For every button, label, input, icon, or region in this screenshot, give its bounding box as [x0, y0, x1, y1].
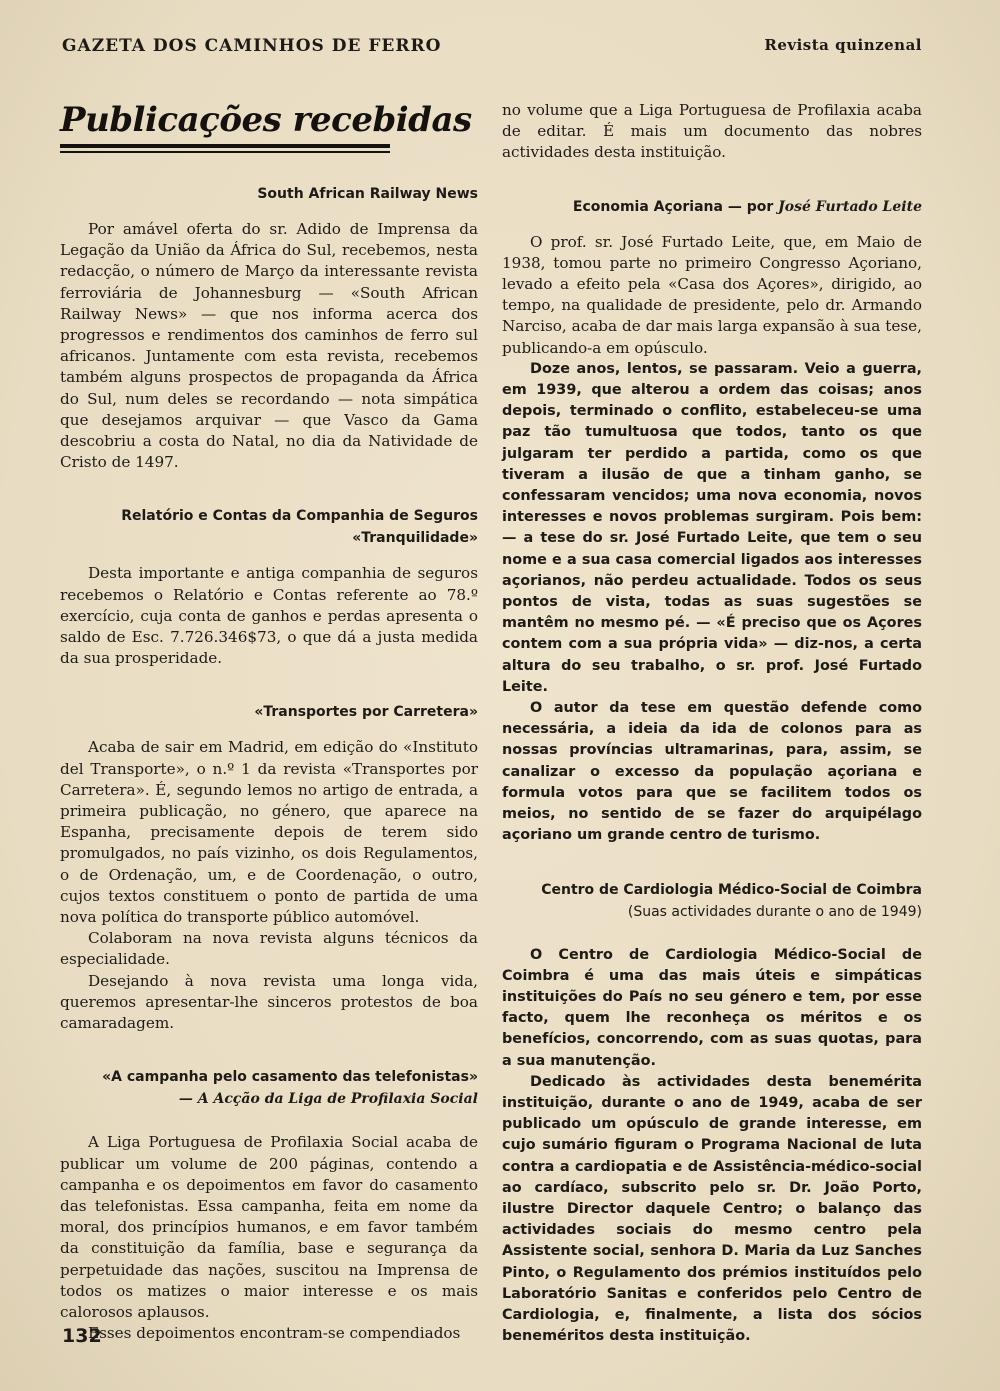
article-paragraph: Doze anos, lentos, se passaram. Veio a guerra, em 1939, que alterou a ordem das coisas; anos depois, terminado o conflito, estabeleceu-se uma paz tão tumultuosa que todos, tanto os que julgaram ter perdido a partida, como os que tiveram a ilusão de que a tinham ganho, se confessaram vencidos; uma nova economia, novos interesses e novos problemas surgiram. Pois bem: — a tese do sr. José Furtado Leite, que tem o seu nome e a sua casa comercial ligados aos interesses açorianos, não perdeu actualidade. Todos os seus pontos de vista, todas as suas sugestões se mantêm no mesmo pé. — «É preciso que os Açores contem com a sua própria vida» — diz-nos, a certa altura do seu trabalho, o sr. prof. José Furtado Leite.	[502, 360, 922, 695]
article-paragraph: O autor da tese em questão defende como necessária, a ideia da ida de colonos para as nossas províncias ultramarinas, para, assim, se canalizar o excesso da população açoriana e formula votos para que se facilitem todos os meios, no sentido de se fazer do arquipélago açoriano um grande centro de turismo.	[502, 700, 922, 844]
heading-line: Relatório e Contas da Companhia de Seguros	[121, 508, 478, 525]
masthead-rules	[60, 144, 478, 153]
masthead-rule-thin	[60, 151, 390, 153]
article-heading-economia	[502, 196, 922, 218]
article-heading-cardiologia: Centro de Cardiologia Médico-Social de Coimbra	[541, 881, 922, 898]
section-masthead: Publicações recebidas	[60, 100, 472, 140]
article-heading-telefonistas: «A campanha pelo casamento das telefonistas»	[102, 1069, 478, 1086]
article-subheading-telefonistas	[60, 1088, 478, 1110]
subheading-text: — A Acção da Liga de Profilaxia Social	[178, 1091, 478, 1108]
article-heading-carretera: «Transportes por Carretera»	[254, 704, 478, 721]
article-paragraph: A Liga Portuguesa de Profilaxia Social acaba de publicar um volume de 200 páginas, contendo a campanha e os depoimentos em favor do casamento das telefonistas. Essa campanha, feita em nome da moral, dos princípios humanos, e em favor também da constituição da família, base e segurança da perpetuidade das nações, suscitou na Imprensa de todos os matizes o maior interesse e os mais calorosos aplausos.	[60, 1133, 478, 1321]
article-heading-south-african: South African Railway News	[257, 186, 478, 202]
heading-title: Economia Açoriana — por	[572, 198, 779, 215]
article-continuation: no volume que a Liga Portuguesa de Profilaxia acaba de editar. É mais um documento das nobres actividades desta instituição.	[502, 101, 922, 162]
right-column	[502, 100, 922, 1347]
heading-author: José Furtado Leite	[778, 198, 922, 215]
article-paragraph: Dedicado às actividades desta benemérita instituição, durante o ano de 1949, acaba de ser publicado um opúsculo de grande interesse, em cujo sumário figuram o Programa Nacional de luta contra a cardiopatia e de Assistência-médico-social ao cardíaco, subscrito pelo sr. Dr. João Porto, ilustre Director daquele Centro; o balanço das actividades sociais do mesmo centro pela Assistente social, senhora D. Maria da Luz Sanches Pinto, o Regulamento dos prémios instituídos pelo Laboratório Sanitas e conferidos pelo Centro de Cardiologia, e, finalmente, a lista dos sócios beneméritos desta instituição.	[502, 1073, 922, 1345]
article-heading-tranquilidade	[60, 505, 478, 549]
article-paragraph: Acaba de sair em Madrid, em edição do «Instituto del Transporte», o n.º 1 da revista «Transportes por Carretera». É, segundo lemos no artigo de entrada, a primeira publicação, no género, que aparece na Espanha, precisamente depois de terem sido promulgados, no país vizinho, os dois Regulamentos, o de Ordenação, um, e de Coordenação, o outro, cujos textos constituem o ponto de partida de uma nova política do transporte público automóvel.	[60, 738, 478, 927]
article-paragraph: Desta importante e antiga companhia de seguros recebemos o Relatório e Contas referente ao 78.º exercício, cuja conta de ganhos e perdas apresenta o saldo de Esc. 7.726.346$73, o que dá a justa medida da sua prosperidade.	[60, 564, 478, 668]
article-paragraph: Desejando à nova revista uma longa vida, queremos apresentar-lhe sinceros protestos de boa camaradagem.	[60, 971, 478, 1033]
publication-subtitle: Revista quinzenal	[764, 36, 922, 54]
left-column	[60, 100, 478, 1344]
article-paragraph: Colaboram na nova revista alguns técnicos da especialidade.	[60, 929, 478, 969]
masthead-rule-thick	[60, 144, 390, 148]
publication-title: GAZETA DOS CAMINHOS DE FERRO	[62, 36, 442, 56]
article-paragraph: O prof. sr. José Furtado Leite, que, em Maio de 1938, tomou parte no primeiro Congresso Açoriano, levado a efeito pela «Casa dos Açores», dirigido, ao tempo, na qualidade de presidente, pelo dr. Armando Narciso, acaba de dar mais larga expansão à sua tese, publicando-a em opúsculo.	[502, 232, 922, 357]
page-number: 132	[62, 1325, 102, 1347]
heading-line: «Tranquilidade»	[352, 530, 478, 547]
article-paragraph: O Centro de Cardiologia Médico-Social de Coimbra é uma das mais úteis e simpáticas instituições do País no seu género e tem, por esse facto, quem lhe reconheça os méritos e os benefícios, concorrendo, com as suas quotas, para a sua manutenção.	[502, 946, 922, 1069]
article-paragraph: Esses depoimentos encontram-se compendiados	[88, 1324, 461, 1343]
article-subheading-cardiologia: (Suas actividades durante o ano de 1949)	[627, 903, 922, 920]
article-paragraph: Por amável oferta do sr. Adido de Imprensa da Legação da União da África do Sul, recebemos, nesta redacção, o número de Março da interessante revista ferroviária de Johannesburg — «South African Railway News» — que nos informa acerca dos progressos e rendimentos dos caminhos de ferro sul africanos. Juntamente com esta revista, recebemos também alguns prospectos de propaganda da África do Sul, num deles se recordando — nota simpática que desejamos arquivar — que Vasco da Gama descobriu a costa do Natal, no dia da Natividade de Cristo de 1497.	[60, 220, 478, 472]
